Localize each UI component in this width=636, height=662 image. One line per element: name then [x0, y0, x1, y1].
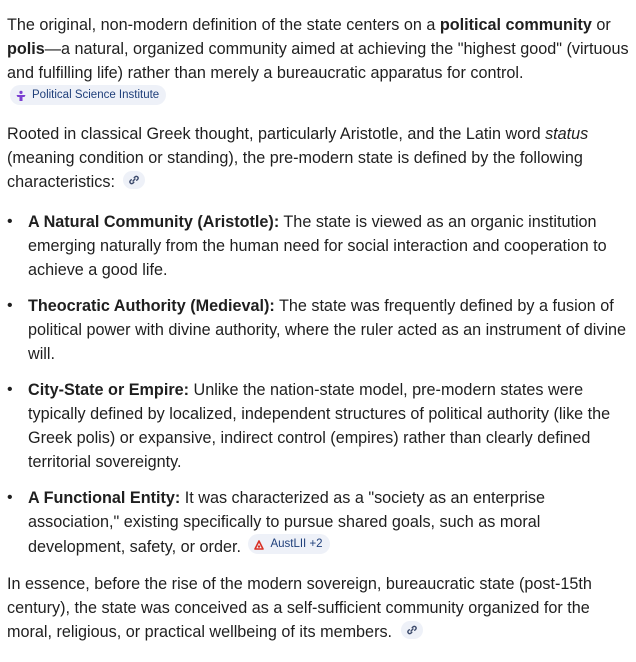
list-item-term: Theocratic Authority (Medieval):	[28, 297, 275, 315]
list-item-text: The state is viewed as an organic institution emerging naturally from the human need for social interaction and cooperation to achieve a good life.	[28, 213, 607, 279]
source-chip-political-science-institute[interactable]	[10, 85, 166, 105]
bullet: •	[7, 297, 13, 314]
source-chip-label: AustLII +2	[270, 538, 323, 550]
characteristics-list	[7, 210, 631, 559]
list-item-text: It was characterized as a "society as an enterprise association," existing specifically to pursue shared goals, such as moral development, safety, or order.	[28, 489, 546, 556]
source-chip-label: Political Science Institute	[32, 89, 160, 101]
list-item	[7, 294, 631, 366]
bullet: •	[7, 213, 13, 230]
list-item-term: A Natural Community (Aristotle):	[28, 213, 280, 231]
conclusion-paragraph	[7, 572, 631, 644]
list-item-text: Unlike the nation-state model, pre-modern states were typically defined by localized, independent structures of political authority (like the Greek polis) or expansive, indirect control (empires) rather than clearly defined territorial sovereignty.	[28, 381, 611, 471]
term-political-community: political community	[439, 16, 592, 34]
roots-paragraph	[7, 122, 631, 194]
list-item-text: The state was frequently defined by a fusion of political power with divine authority, where the ruler acted as an instrument of divine will.	[28, 297, 627, 363]
bullet: •	[7, 489, 13, 506]
intro-text-2: or	[591, 16, 611, 34]
political-science-institute-logo-icon	[15, 89, 27, 101]
list-item	[7, 486, 631, 559]
list-item	[7, 378, 631, 474]
intro-paragraph	[7, 13, 631, 110]
link-icon[interactable]	[123, 171, 145, 189]
austlii-logo-icon	[253, 538, 265, 550]
term-polis: polis	[7, 40, 45, 58]
link-icon[interactable]	[401, 621, 423, 639]
term-status: status	[545, 125, 589, 143]
source-chip-austlii[interactable]	[248, 534, 329, 554]
list-item-term: A Functional Entity:	[28, 489, 181, 507]
list-item-term: City-State or Empire:	[28, 381, 190, 399]
bullet: •	[7, 381, 13, 398]
conclusion-text: In essence, before the rise of the modern sovereign, bureaucratic state (post-15th century), the state was conceived as a self-sufficient community organized for the moral, religious, or practical wellbeing of its members.	[7, 575, 592, 641]
roots-text-2: (meaning condition or standing), the pre-modern state is defined by the following characteristics:	[7, 149, 583, 191]
intro-text-3: —a natural, organized community aimed at achieving the "highest good" (virtuous and fulfilling life) rather than merely a bureaucratic apparatus for control.	[7, 40, 629, 82]
roots-text-1: Rooted in classical Greek thought, particularly Aristotle, and the Latin word	[7, 125, 546, 143]
list-item	[7, 210, 631, 282]
intro-text-1: The original, non-modern definition of the state centers on a	[7, 16, 440, 34]
